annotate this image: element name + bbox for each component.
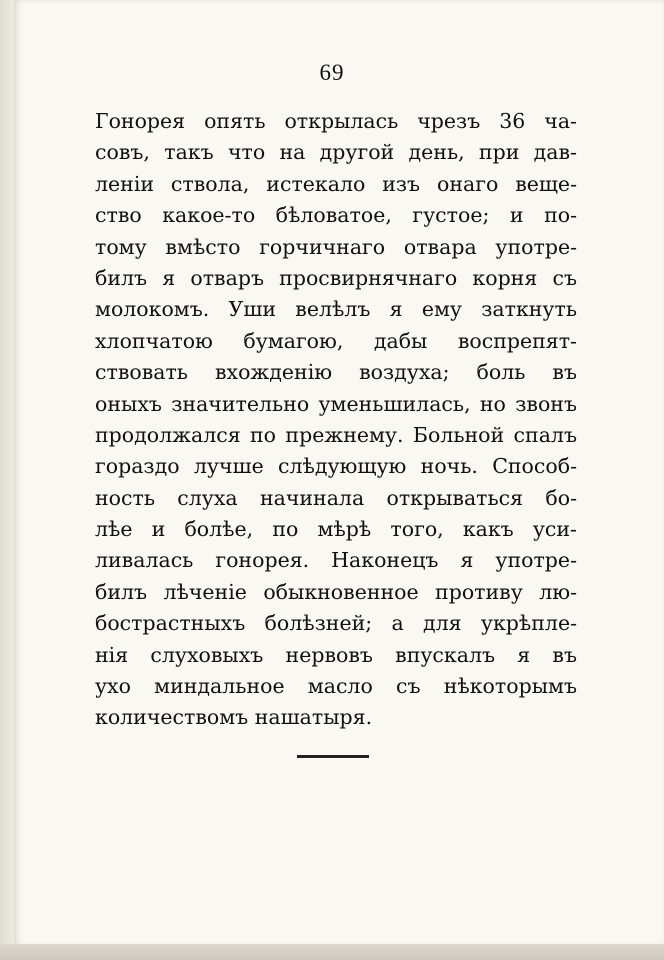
text-line: билъ лѣченіе обыкновенное противу лю- [95, 579, 577, 604]
text-line: ство какое-то бѣловатое, густое; и по- [95, 203, 577, 228]
text-line: Гонорея опять открылась чрезъ 36 ча- [95, 109, 577, 133]
text-line: гораздо лучше слѣдующую ночь. Способ- [95, 454, 577, 479]
text-line: молокомъ. Уши велѣлъ я ему заткнуть [95, 297, 577, 322]
text-line: лѣе и болѣе, по мѣрѣ того, какъ уси- [95, 517, 577, 542]
text-line: леніи ствола, истекало изъ онаго веще- [95, 171, 577, 196]
text-line: тому вмѣсто горчичнаго отвара употре- [95, 234, 577, 259]
text-line: ность слуха начинала открываться бо- [95, 485, 577, 510]
page-bottom-edge [0, 944, 664, 960]
text-line: ухо миндальное масло съ нѣкоторымъ [95, 674, 577, 699]
text-line: нія слуховыхъ нервовъ впускалъ я въ [95, 642, 577, 667]
text-line: билъ я отваръ просвирнячнаго корня съ [95, 265, 577, 290]
body-text [95, 106, 577, 734]
text-line: ливалась гонорея. Наконецъ я употре- [95, 548, 577, 573]
text-line: оныхъ значительно уменьшилась, но звонъ [95, 391, 577, 416]
page-number: 69 [319, 60, 345, 85]
section-end-rule [297, 755, 369, 758]
text-line: продолжался по прежнему. Больной спалъ [95, 422, 577, 447]
text-line: хлопчатою бумагою, дабы воспрепят- [95, 328, 577, 353]
text-line: ствовать вхожденію воздуха; боль въ [95, 360, 577, 385]
text-line: совъ, такъ что на другой день, при дав- [95, 140, 577, 165]
text-line: бострастныхъ болѣзней; а для укрѣпле- [95, 611, 577, 636]
text-line: количествомъ нашатыря. [95, 705, 373, 730]
